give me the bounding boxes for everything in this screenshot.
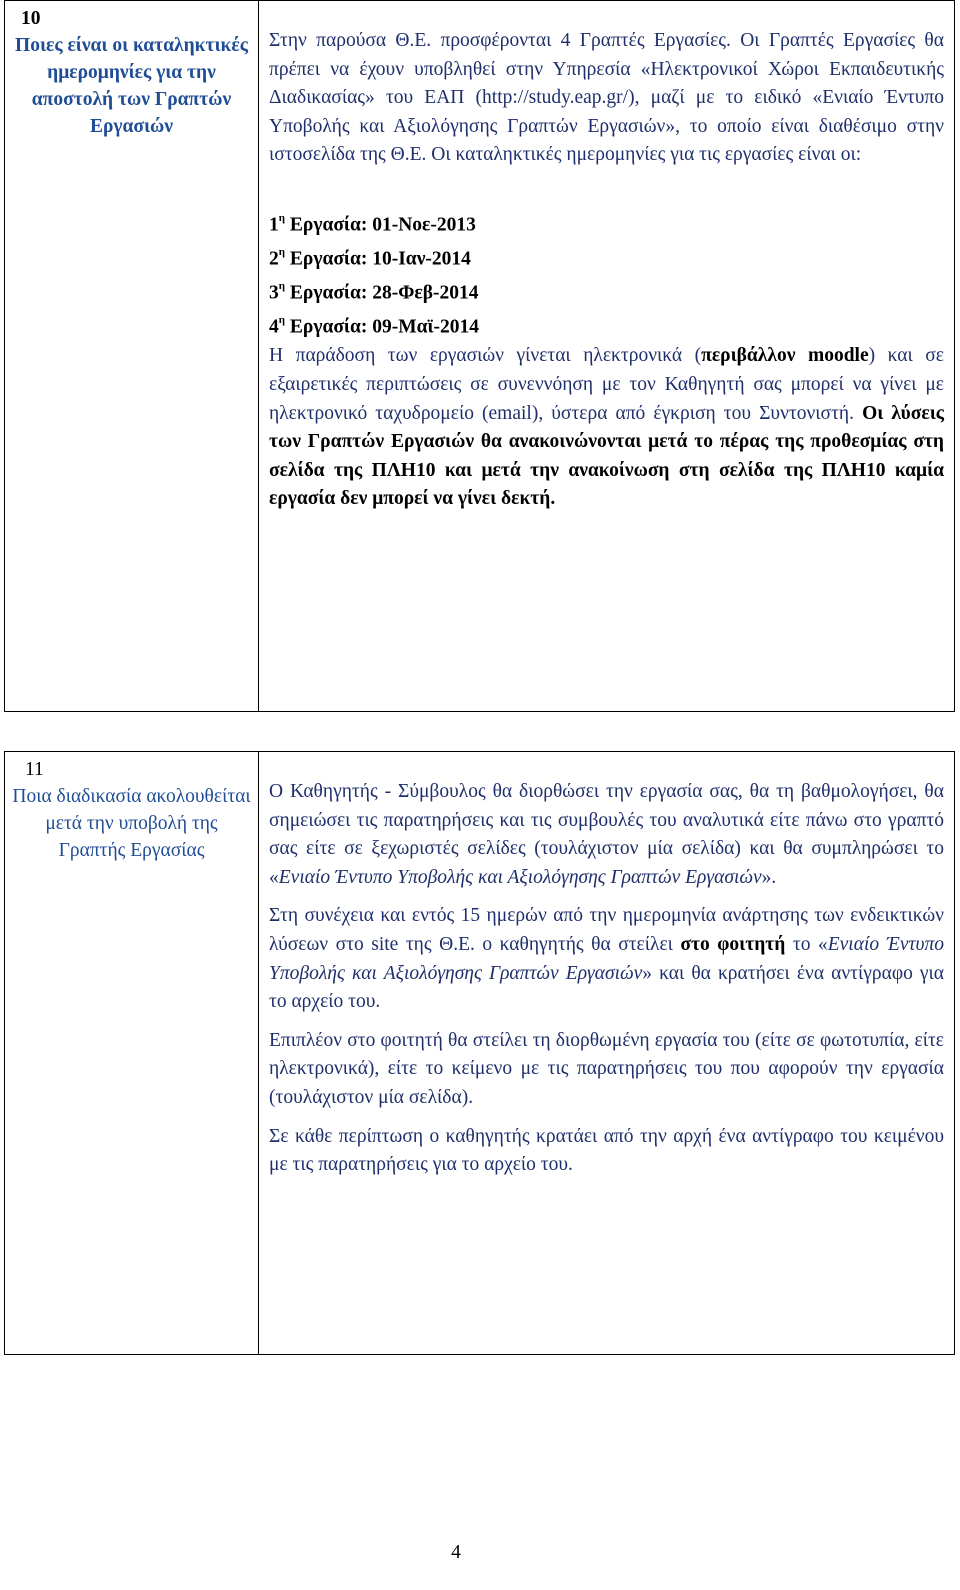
answer-cell — [259, 1, 955, 712]
answer-paragraph: Επιπλέον στο φοιτητή θα στείλει τη διορθωμένη εργασία του (είτε σε φωτοτυπία, είτε ηλεκτρονικά), είτε το κείμενο με τις παρατηρήσεις του που αφορούν την εργασία (τουλάχιστον μία σελίδα). — [269, 1029, 944, 1108]
question-text: Ποια διαδικασία ακολουθείται μετά την υποβολή της Γραπτής Εργασίας — [12, 786, 251, 861]
answer-cell — [259, 752, 955, 1355]
delivery-paragraph: Η παράδοση των εργασιών γίνεται ηλεκτρονικά (περιβάλλον moodle) και σε εξαιρετικές περιπτώσεις σε συνεννόηση με τον Καθηγητή σας μπορεί να γίνει με ηλεκτρονικό ταχυδρομείο (email), ύστερα από έγκριση του Συντονιστή. Οι λύσεις των Γραπτών Εργασιών θα ανακοινώνονται μετά το πέρας της προθεσμίας στη σελίδα της ΠΛΗ10 και μετά την ανακοίνωση στη σελίδα της ΠΛΗ10 καμία εργασία δεν μπορεί να γίνει δεκτή. — [269, 345, 944, 510]
deadline-item: $1^\eta$ Εργασία: 01-Νοε-2013 — [269, 211, 476, 236]
faq-row-10 — [4, 0, 955, 712]
deadline-item: $4^\eta$ Εργασία: 09-Μαϊ-2014 — [269, 314, 480, 338]
deadline-item: $3^\eta$ Εργασία: 28-Φεβ-2014 — [269, 280, 479, 304]
answer-paragraph: Στη συνέχεια και εντός 15 ημερών από την ημερομηνία ανάρτησης των ενδεικτικών λύσεων στο site της Θ.Ε. ο καθηγητής θα στείλει στο φοιτητή το «Ενιαίο Έντυπο Υποβολής και Αξιολόγησης Γραπτών Εργασιών» και θα κρατήσει ένα αντίγραφο για το αρχείο του. — [269, 905, 944, 1013]
deadline-list — [269, 206, 944, 342]
question-cell — [5, 752, 259, 1355]
answer-paragraph: Ο Καθηγητής - Σύμβουλος θα διορθώσει την εργασία σας, θα τη βαθμολογήσει, θα σημειώσει τις παρατηρήσεις και τις συμβουλές του αναλυτικά είτε πάνω στο γραπτό σας είτε σε ξεχωριστές σελίδες (τουλάχιστον μία σελίδα) και θα συμπληρώσει το «Ενιαίο Έντυπο Υποβολής και Αξιολόγησης Γραπτών Εργασιών». — [269, 781, 944, 888]
question-text: Ποιες είναι οι καταληκτικές ημερομηνίες για την αποστολή των Γραπτών Εργασιών — [15, 35, 248, 137]
question-number: 11 — [25, 759, 44, 780]
deadline-item: $2^\eta$ Εργασία: 10-Ιαν-2014 — [269, 246, 471, 270]
intro-paragraph: Στην παρούσα Θ.Ε. προσφέρονται 4 Γραπτές Εργασίες. Οι Γραπτές Εργασίες θα πρέπει να έχουν υποβληθεί στην Υπηρεσία «Ηλεκτρονικοί Χώροι Εκπαιδευτικής Διαδικασίας» του ΕΑΠ (http://study.eap.gr/), μαζί με το ειδικό «Ενιαίο Έντυπο Υποβολής και Αξιολόγησης Γραπτών Εργασιών», το οποίο είναι διαθέσιμο στην ιστοσελίδα της Θ.Ε. Οι καταληκτικές ημερομηνίες για τις εργασίες είναι οι: — [269, 30, 944, 166]
question-number: 10 — [21, 8, 41, 29]
answer-paragraph: Σε κάθε περίπτωση ο καθηγητής κρατάει από την αρχή ένα αντίγραφο του κειμένου με τις παρατηρήσεις για το αρχείο του. — [269, 1125, 944, 1176]
page-number: 4 — [451, 1542, 461, 1563]
question-cell — [5, 1, 259, 712]
faq-row-11 — [4, 751, 955, 1355]
